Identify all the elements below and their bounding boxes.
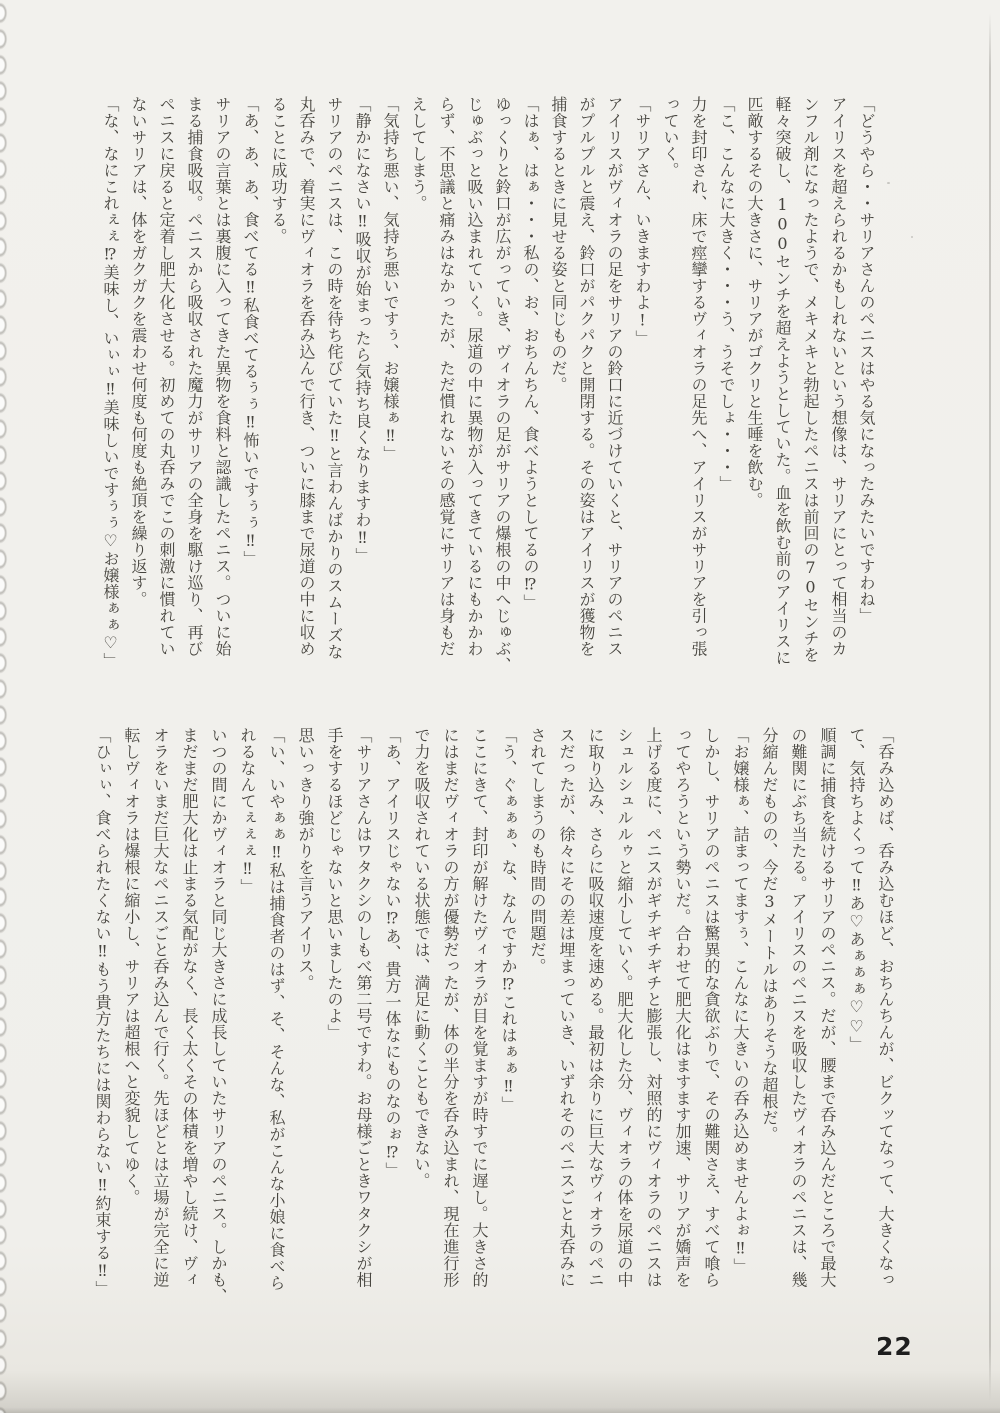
- text-block-bottom: [88, 727, 900, 1329]
- text-column: 順調に捕食を続けるサリアのペニス。だが、腰まで呑み込んだところで最大: [818, 727, 837, 1288]
- text-column: 「どうやら・・サリアさんのペニスはやる気になったみたいですわね」: [857, 96, 876, 624]
- text-column: ここにきて、封印が解けたヴィオラが目を覚ますが時すでに遅し。大きさ的: [470, 727, 489, 1288]
- text-column: まる捕食吸収。ペニスから吸収された魔力がサリアの全身を駆け巡り、再び: [185, 96, 204, 657]
- text-block-top: [96, 96, 880, 712]
- text-column: 上げる度に、ペニスがギチギチギチと膨張し、対照的にヴィオラのペニスは: [644, 727, 663, 1288]
- text-column: がプルプルと震え、鈴口がパクパクと開閉する。その姿はアイリスが獲物を: [577, 96, 596, 657]
- text-column: アイリスがヴィオラの足をサリアの鈴口に近づけていくと、サリアのペニス: [605, 96, 624, 657]
- text-column: 「い、いやぁぁ‼私は捕食者のはず、そ、そんな、私がこんな小娘に食べら: [267, 727, 286, 1291]
- text-column: いつの間にかヴィオラと同じ大きさに成長していたサリアのペニス。しかも、: [209, 727, 228, 1305]
- text-column: ないサリアは、体をガクガクを震わせ何度も何度も絶頂を繰り返す。: [129, 96, 148, 608]
- text-column: 分縮んだものの、今だ3メートルはありそうな超根だ。: [760, 727, 779, 1143]
- text-column: っていく。: [661, 96, 680, 179]
- scan-edge-left: [0, 0, 12, 1413]
- text-column: 「こ、こんなに大きく・・・う、うそでしょ・・・」: [717, 96, 736, 492]
- text-column: れるなんてぇぇぇ‼」: [238, 727, 257, 895]
- text-column: 「静かになさい‼吸収が始まったら気持ち良くなりますわ‼」: [353, 96, 372, 564]
- text-column: まだまだ肥大化は止まる気配がなく、長く太くその体積を増やし続け、ヴィ: [180, 727, 199, 1288]
- text-column: ってやろうという勢いだ。合わせて肥大化はますます加速、サリアが嬌声を: [673, 727, 692, 1288]
- text-column: に取り込み、さらに吸収速度を速める。最初は余りに巨大なヴィオラのペニ: [586, 727, 605, 1288]
- text-column: 「な、なにこれぇぇ⁉美味し、いぃぃ‼美味しいですぅぅ♡お嬢様ぁぁ♡」: [101, 96, 120, 669]
- text-column: の難関にぶち当たる。アイリスのペニスを吸収したヴィオラのペニスは、幾: [789, 727, 808, 1288]
- page-number: 22: [876, 1332, 913, 1361]
- text-column: 「あ、あ、あ、食べてる‼私食べてるぅぅ‼怖いですぅぅ‼」: [241, 96, 260, 567]
- text-column: にはまだヴィオラの方が優勢だったが、体の半分を呑み込まれ、現在進行形: [441, 727, 460, 1288]
- scan-speck: [569, 1019, 572, 1021]
- scan-speck: [887, 182, 890, 184]
- text-column: じゅぶっと吸い込まれていく。尿道の中に異物が入ってきているにもかかわ: [465, 96, 484, 657]
- text-column: 「お嬢様ぁ、詰まってますぅ、こんなに大きいの呑み込めませんよぉ‼」: [731, 727, 750, 1275]
- text-column: 「はぁ、はぁ・・・私の、お、おちんちん、食べようとしてるの⁉」: [521, 96, 540, 611]
- text-column: 「気持ち悪い、気持ち悪いですぅ、お嬢様ぁ‼」: [381, 96, 400, 462]
- text-column: 転しヴィオラは爆根に縮小し、サリアは超根へと変貌してゆく。: [122, 727, 141, 1206]
- text-column: 「ひぃぃ、食べられたくない‼もう貴方たちには関わらない‼約束する‼」: [93, 727, 112, 1297]
- text-column: 思いっきり強がりを言うアイリス。: [296, 727, 315, 991]
- scan-speck: [911, 236, 913, 238]
- text-column: しかし、サリアのペニスは驚異的な貪欲ぶりで、その難関さえ、すべて喰ら: [702, 727, 721, 1288]
- text-column: 手をするほどじゃないと思いましたのよ」: [325, 727, 344, 1041]
- text-column: 力を封印され、床で痙攣するヴィオラの足先へ、アイリスがサリアを引っ張: [689, 96, 708, 657]
- text-column: 「サリアさんはワタクシのしもべ第二号ですわ。お母様ごときワタクシが相: [354, 727, 373, 1288]
- text-column: サリアのペニスは、この時を待ち侘びていた‼と言わんばかりのスムーズな: [325, 96, 344, 660]
- text-column: 捕食するときに見せる姿と同じものだ。: [549, 96, 568, 393]
- text-column: で力を吸収されている状態では、満足に動くこともできない。: [412, 727, 431, 1189]
- text-column: 「あ、アイリスじゃない⁉あ、貴方一体なにものなのぉ⁉」: [383, 727, 402, 1179]
- text-column: 「サリアさん、いきますわよ!」: [633, 96, 652, 347]
- text-column: 「呑み込めば、呑み込むほど、おちんちんが、ビクッてなって、大きくなっ: [876, 727, 895, 1288]
- text-column: 匹敵するその大きさに、サリアがゴクリと生唾を飲む。: [745, 96, 764, 509]
- text-column: アイリスを超えられるかもしれないという想像は、サリアにとって相当のカ: [829, 96, 848, 657]
- text-column: シュルシュルルゥと縮小していく。肥大化した分、ヴィオラの体を尿道の中: [615, 727, 634, 1288]
- text-column: ンフル剤になったようで、メキメキと勃起したペニスは前回の70センチを: [801, 96, 820, 663]
- text-column: ることに成功する。: [269, 96, 288, 245]
- text-column: オラをいまだ巨大なペニスごと呑み込んで行く。先ほどとは立場が完全に逆: [151, 727, 170, 1288]
- text-column: らず、不思議と痛みはなかったが、ただ慣れないその感覚にサリアは身もだ: [437, 96, 456, 657]
- text-column: 丸呑みで、着実にヴィオラを呑み込んで行き、ついに膝まで尿道の中に収め: [297, 96, 316, 657]
- text-column: ゆっくりと鈴口が広がっていき、ヴィオラの足がサリアの爆根の中へじゅぶ、: [493, 96, 512, 674]
- text-column: 「う、ぐぁぁぁ、な、なんですか⁉これはぁぁ‼」: [499, 727, 518, 1113]
- text-column: されてしまうのも時間の問題だ。: [528, 727, 547, 975]
- text-column: て、気持ちよくって‼あ♡あぁぁぁ♡♡」: [847, 727, 866, 1053]
- page-fold-line: [989, 13, 991, 1401]
- text-column: サリアの言葉とは裏腹に入ってきた異物を食料と認識したペニス。ついに始: [213, 96, 232, 657]
- text-column: スだったが、徐々にその差は埋まっていき、いずれそのペニスごと丸呑みに: [557, 727, 576, 1288]
- text-column: ペニスに戻ると定着し肥大化させる。初めての丸呑みでこの刺激に慣れてい: [157, 96, 176, 657]
- text-column: 軽々突破し、100センチを超えようとしていた。血を飲む前のアイリスに: [773, 96, 792, 666]
- text-column: えしてしまう。: [409, 96, 428, 212]
